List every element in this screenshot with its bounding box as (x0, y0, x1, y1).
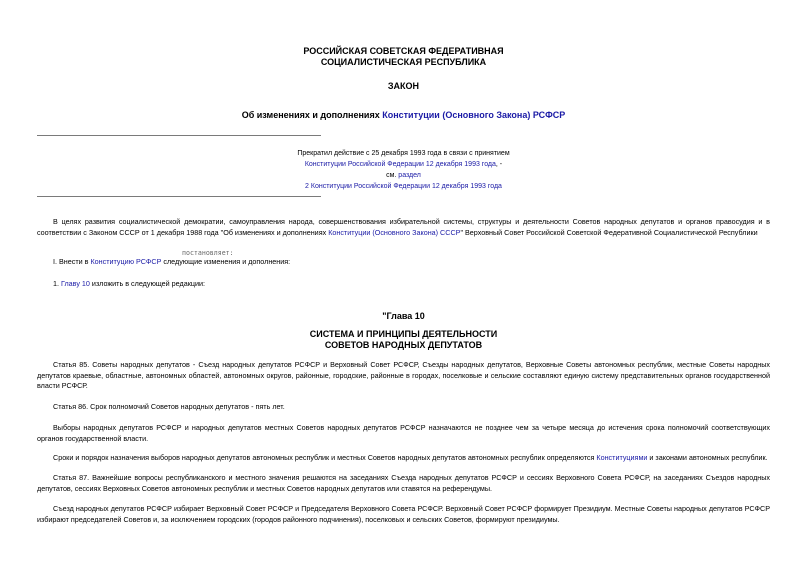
elections-paragraph: Выборы народных депутатов РСФСР и народных депутатов местных Советов народных депутатов РСФСР назначаются не позднее чем за четыре месяца до истечения срока полномочий соответствующих органов государственной власти. (37, 423, 770, 443)
article-85: Статья 85. Советы народных депутатов - Съезд народных депутатов РСФСР и Верховный Совет РСФСР, Съезды народных депутатов, Верховные Советы автономных республик, местные Советы народных депутатов краевые, областные, автономных областей, автономных округов, районные, городские, районные в городах, поселковые и сельские составляют единую систему представительных органов государственной власти РСФСР. (37, 360, 770, 390)
note-line-3: см. раздел (386, 172, 421, 179)
chapter-10-link[interactable]: Главу 10 (61, 279, 90, 288)
election-order-paragraph: Сроки и порядок назначения выборов народных депутатов автономных республик и местных Советов народных депутатов автономных республик определяются Конституциями и законами автономных республик. (53, 453, 768, 462)
constitutions-link[interactable]: Конституциями (596, 453, 648, 462)
note-line-2: Конституции Российской Федерации 12 декабря 1993 года, - (304, 161, 503, 168)
constitution-rsfsr-link[interactable]: Конституции (Основного Закона) РСФСР (382, 110, 566, 120)
congress-paragraph: Съезд народных депутатов РСФСР избирает Верховный Совет РСФСР и Председателя Верховного Совета РСФСР. Верховный Совет РСФСР формирует Президиум. Местные Советы народных депутатов РСФСР избирают председателей Советов и, за исключением городских (городов районного подчинения), поселковых и сельских Советов, формируют президиумы. (37, 504, 770, 524)
constitution-rsfsr-link-2[interactable]: Конституцию РСФСР (90, 257, 162, 266)
item-1: I. Внести в Конституцию РСФСР следующие изменения и дополнения: (53, 257, 291, 266)
document-header (0, 46, 807, 68)
header-line-1: РОССИЙСКАЯ СОВЕТСКАЯ ФЕДЕРАТИВНАЯ (303, 46, 504, 56)
status-note (0, 148, 807, 192)
note-line-4 (0, 181, 807, 192)
constitution-ussr-link[interactable]: Конституции (Основного Закона) СССР (328, 227, 461, 237)
decree-word: постановляет: (182, 249, 234, 257)
intro-paragraph: В целях развития социалистической демократии, самоуправления народа, совершенствования избирательной системы, структуры и деятельности Советов народных депутатов и органов правосудия и в соответствии с Законом СССР от 1 декабря 1988 года "Об изменениях и дополнениях Конституции (Основного Закона) СССР" Верховный Совет Российской Советской Федеративной Социалистической Республики (37, 217, 770, 237)
chapter-title: СИСТЕМА И ПРИНЦИПЫ ДЕЯТЕЛЬНОСТИ СОВЕТОВ НАРОДНЫХ ДЕПУТАТОВ (309, 329, 498, 350)
chapter-label: "Глава 10 (382, 311, 425, 321)
article-86: Статья 86. Срок полномочий Советов народных депутатов - пять лет. (53, 402, 285, 411)
section-link[interactable]: раздел (398, 172, 421, 179)
constitution-rf-link[interactable]: Конституции Российской Федерации 12 декабря 1993 года (304, 161, 496, 168)
law-subtitle (0, 109, 807, 122)
divider-top (37, 135, 321, 136)
subtitle-text: Об изменениях и дополнениях (241, 110, 383, 120)
header-line-2: СОЦИАЛИСТИЧЕСКАЯ РЕСПУБЛИКА (320, 57, 487, 67)
item-2: 1. Главу 10 изложить в следующей редакции: (53, 279, 205, 288)
law-heading: ЗАКОН (387, 81, 420, 91)
divider-bottom (37, 196, 321, 197)
article-87: Статья 87. Важнейшие вопросы республиканского и местного значения решаются на заседаниях Съезда народных депутатов РСФСР и сессиях Верховного Совета РСФСР, на заседаниях Съездов народных депутатов, сессиях Верховных Советов автономных республик и местных Советов народных депутатов или ставятся на референдумы. (37, 473, 770, 493)
note-line-1: Прекратил действие с 25 декабря 1993 года в связи с принятием (297, 150, 510, 157)
constitution-rf-section2-link[interactable]: 2 Конституции Российской Федерации 12 декабря 1993 года (305, 183, 502, 190)
